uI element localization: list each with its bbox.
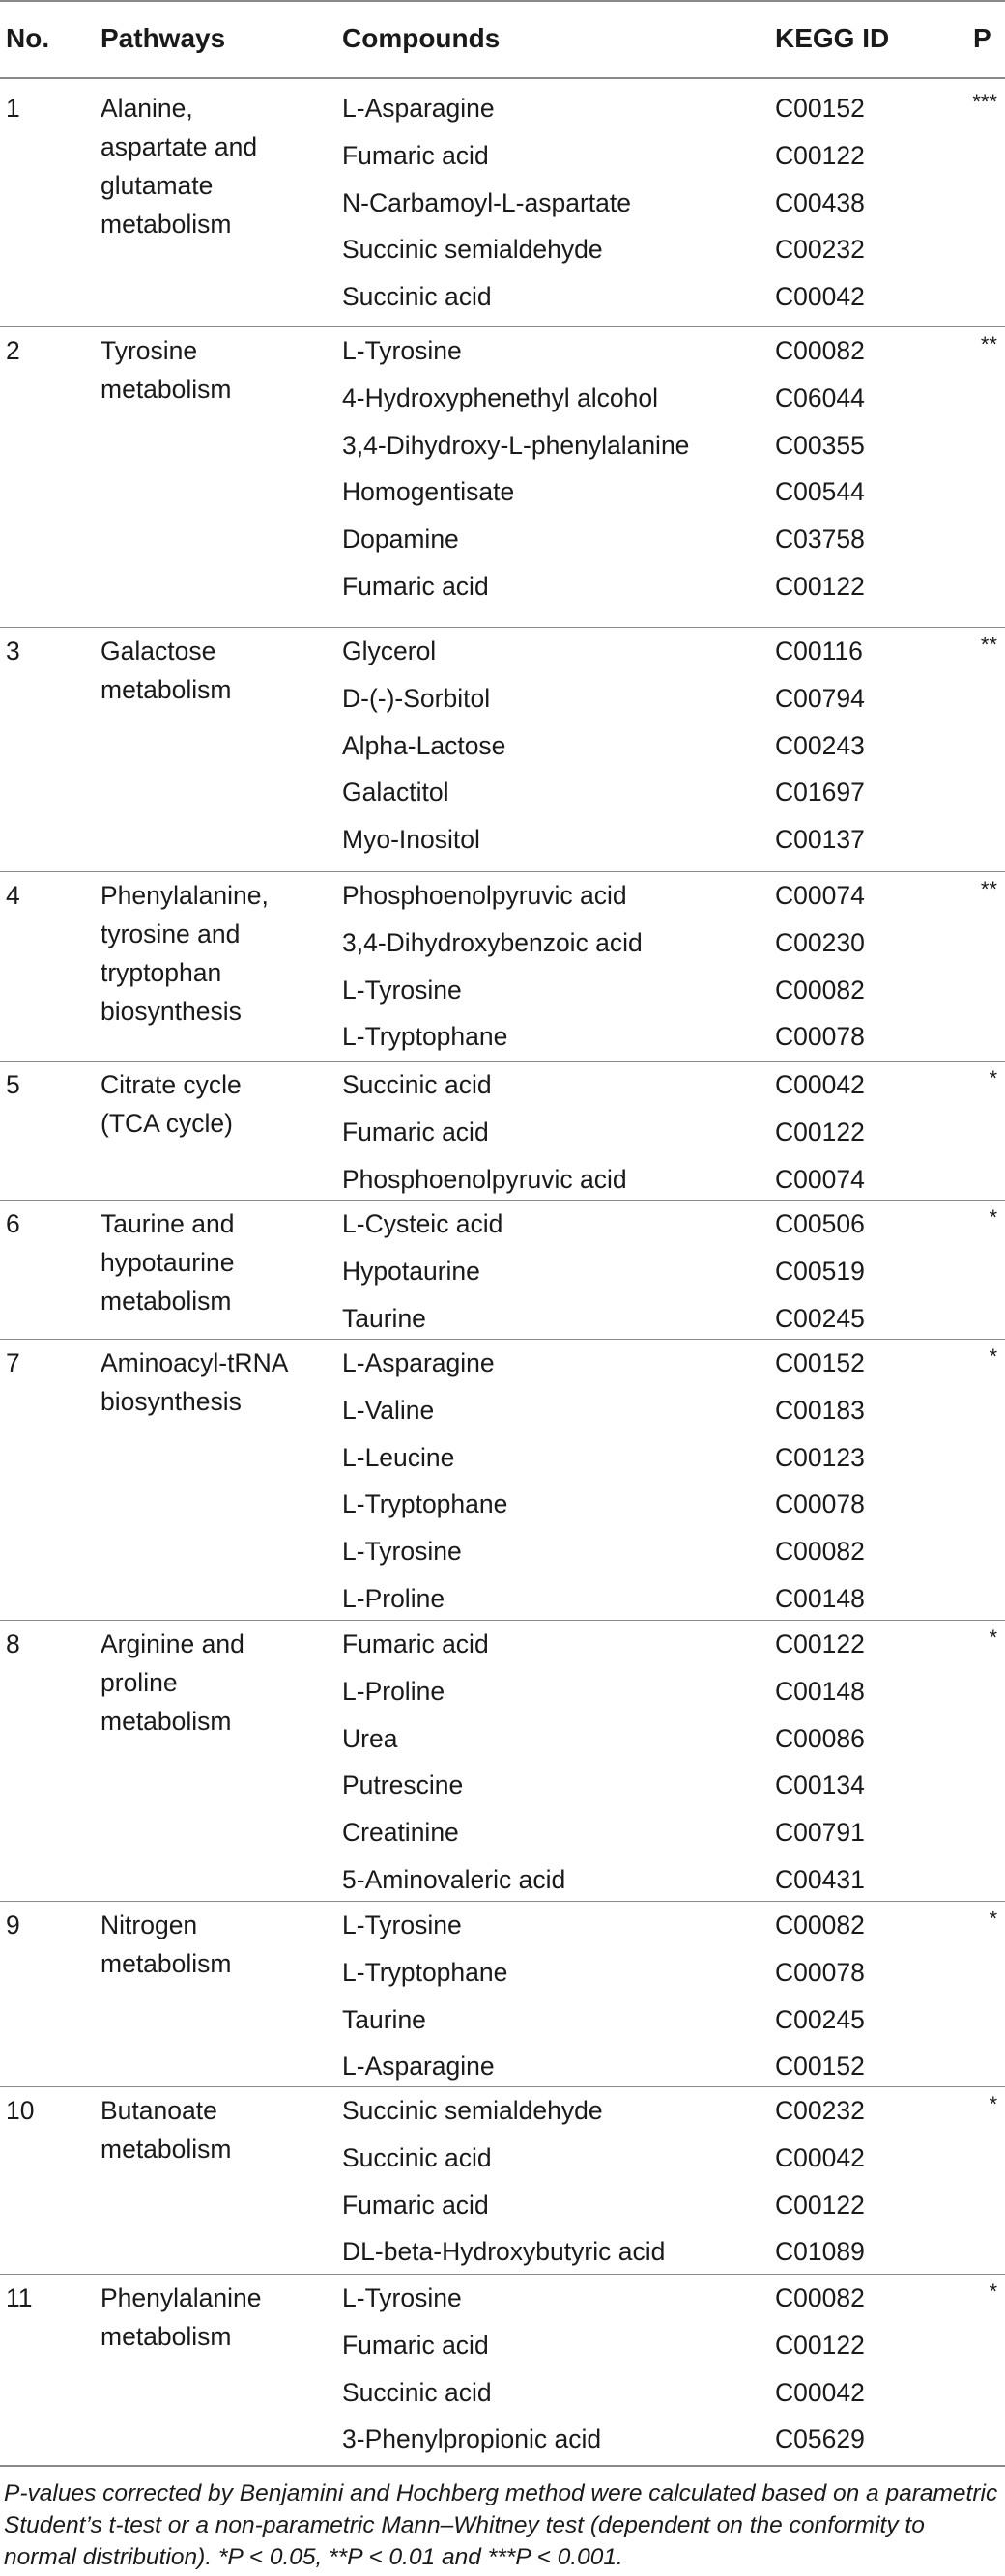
kegg-id: C00355: [775, 430, 865, 460]
kegg-id: C00232: [775, 2096, 865, 2125]
compound-name: L-Leucine: [342, 1442, 455, 1472]
kegg-id: C00794: [775, 683, 865, 713]
compound-name: L-Tryptophane: [342, 1489, 508, 1519]
kegg-id: C00438: [775, 187, 865, 217]
kegg-id: C00122: [775, 1629, 865, 1658]
row-number: 10: [6, 2096, 35, 2125]
pathway-name: Taurine and hypotaurine metabolism: [100, 1209, 235, 1316]
compound-name: Succinic acid: [342, 2377, 492, 2407]
compound-name: 3-Phenylpropionic acid: [342, 2424, 602, 2454]
compound-name: Hypotaurine: [342, 1256, 480, 1286]
group-divider: [0, 871, 1005, 872]
row-number: 2: [6, 336, 20, 365]
significance-stars: *: [989, 1907, 997, 1931]
group-divider: [0, 1061, 1005, 1062]
compound-name: Galactitol: [342, 778, 449, 807]
row-number: 7: [6, 1348, 20, 1377]
row-number: 5: [6, 1070, 20, 1099]
compound-name: Fumaric acid: [342, 1117, 489, 1146]
compound-name: 5-Aminovaleric acid: [342, 1865, 566, 1894]
kegg-id: C00232: [775, 235, 865, 265]
pathway-name: Butanoate metabolism: [100, 2096, 232, 2164]
compound-name: D-(-)-Sorbitol: [342, 683, 491, 713]
compound-name: Succinic semialdehyde: [342, 235, 603, 265]
top-rule: [0, 0, 1005, 2]
bottom-rule: [0, 2465, 1005, 2467]
compound-name: L-Tyrosine: [342, 2283, 462, 2312]
compound-name: L-Proline: [342, 1584, 445, 1613]
row-number: 6: [6, 1209, 20, 1238]
row-number: 8: [6, 1629, 20, 1658]
kegg-id: C00122: [775, 2330, 865, 2360]
compound-name: Succinic semialdehyde: [342, 2096, 603, 2125]
kegg-id: C00243: [775, 730, 865, 760]
compound-name: L-Tyrosine: [342, 975, 462, 1005]
significance-stars: *: [989, 1626, 997, 1650]
kegg-id: C00042: [775, 2142, 865, 2172]
kegg-id: C00148: [775, 1676, 865, 1706]
compound-name: Fumaric acid: [342, 2330, 489, 2360]
compound-name: Phosphoenolpyruvic acid: [342, 1164, 627, 1194]
compound-name: Fumaric acid: [342, 572, 489, 601]
compound-name: Alpha-Lactose: [342, 730, 506, 760]
row-number: 9: [6, 1911, 20, 1939]
significance-stars: *: [989, 1345, 997, 1369]
header-no: No.: [6, 23, 50, 53]
kegg-id: C00245: [775, 1303, 865, 1333]
compound-name: Creatinine: [342, 1818, 459, 1848]
compound-name: 3,4-Dihydroxy-L-phenylalanine: [342, 430, 690, 460]
header-kegg-id: KEGG ID: [775, 23, 890, 53]
kegg-id: C00074: [775, 881, 865, 910]
compound-name: Myo-Inositol: [342, 825, 480, 855]
kegg-id: C00183: [775, 1395, 865, 1425]
compound-name: DL-beta-Hydroxybutyric acid: [342, 2237, 666, 2267]
kegg-id: C00082: [775, 1911, 865, 1939]
compound-name: Fumaric acid: [342, 140, 489, 170]
kegg-id: C00123: [775, 1442, 865, 1472]
significance-stars: ***: [972, 90, 997, 114]
significance-stars: *: [989, 1066, 997, 1090]
compound-name: Urea: [342, 1723, 398, 1753]
significance-stars: *: [989, 1205, 997, 1230]
group-divider: [0, 1901, 1005, 1902]
kegg-id: C00431: [775, 1865, 865, 1894]
compound-name: L-Valine: [342, 1395, 435, 1425]
pathway-name: Phenylalanine, tyrosine and tryptophan biosynthesis: [100, 881, 269, 1026]
compound-name: L-Tyrosine: [342, 1911, 462, 1939]
kegg-id: C00506: [775, 1209, 865, 1238]
kegg-id: C00245: [775, 2004, 865, 2034]
compound-name: Fumaric acid: [342, 2190, 489, 2220]
pathway-name: Citrate cycle (TCA cycle): [100, 1070, 242, 1138]
kegg-id: C00122: [775, 2190, 865, 2220]
header-p: P: [973, 23, 991, 53]
compound-name: Succinic acid: [342, 1070, 492, 1099]
compound-name: L-Asparagine: [342, 94, 495, 123]
significance-stars: *: [989, 2279, 997, 2304]
compound-name: 4-Hydroxyphenethyl alcohol: [342, 382, 659, 412]
group-divider: [0, 326, 1005, 327]
kegg-id: C00074: [775, 1164, 865, 1194]
pathway-name: Galactose metabolism: [100, 637, 232, 704]
kegg-id: C00042: [775, 2377, 865, 2407]
kegg-id: C00116: [775, 637, 863, 665]
kegg-id: C00082: [775, 336, 865, 365]
kegg-id: C01089: [775, 2237, 865, 2267]
kegg-id: C00042: [775, 282, 865, 312]
significance-stars: **: [980, 633, 997, 657]
compound-name: L-Asparagine: [342, 1348, 495, 1377]
significance-stars: **: [980, 332, 997, 356]
kegg-id: C00122: [775, 572, 865, 601]
group-divider: [0, 627, 1005, 628]
kegg-id: C00152: [775, 2052, 865, 2081]
kegg-id: C00148: [775, 1584, 865, 1613]
kegg-id: C00137: [775, 825, 865, 855]
group-divider: [0, 2086, 1005, 2087]
kegg-id: C05629: [775, 2424, 865, 2454]
row-number: 4: [6, 881, 20, 910]
header-rule: [0, 77, 1005, 79]
kegg-id: C00122: [775, 1117, 865, 1146]
kegg-id: C00082: [775, 2283, 865, 2312]
group-divider: [0, 1200, 1005, 1201]
kegg-id: C00519: [775, 1256, 865, 1286]
pathway-name: Nitrogen metabolism: [100, 1911, 232, 1978]
kegg-id: C00042: [775, 1070, 865, 1099]
significance-stars: *: [989, 2092, 997, 2116]
kegg-id: C00078: [775, 1957, 865, 1987]
kegg-id: C00791: [775, 1818, 865, 1848]
compound-name: Glycerol: [342, 637, 437, 665]
group-divider: [0, 1620, 1005, 1621]
pathway-name: Alanine, aspartate and glutamate metabolism: [100, 94, 258, 239]
kegg-id: C00230: [775, 927, 865, 957]
compound-name: Phosphoenolpyruvic acid: [342, 881, 627, 910]
kegg-id: C00122: [775, 140, 865, 170]
compound-name: Homogentisate: [342, 477, 515, 507]
row-number: 1: [6, 94, 20, 123]
kegg-id: C03758: [775, 524, 865, 554]
kegg-id: C00134: [775, 1770, 865, 1800]
group-divider: [0, 1339, 1005, 1340]
compound-name: L-Tryptophane: [342, 1022, 508, 1052]
compound-name: L-Proline: [342, 1676, 445, 1706]
compound-name: Fumaric acid: [342, 1629, 489, 1658]
pathway-name: Arginine and proline metabolism: [100, 1629, 244, 1736]
compound-name: L-Tyrosine: [342, 1537, 462, 1567]
compound-name: Putrescine: [342, 1770, 464, 1800]
kegg-id: C00082: [775, 1537, 865, 1567]
compound-name: 3,4-Dihydroxybenzoic acid: [342, 927, 643, 957]
kegg-id: C00152: [775, 94, 865, 123]
row-number: 3: [6, 637, 20, 665]
pathway-name: Tyrosine metabolism: [100, 336, 232, 404]
kegg-id: C00082: [775, 975, 865, 1005]
kegg-id: C00152: [775, 1348, 865, 1377]
kegg-id: C01697: [775, 778, 865, 807]
compound-name: Succinic acid: [342, 2142, 492, 2172]
header-pathways: Pathways: [100, 23, 226, 53]
compound-name: L-Tyrosine: [342, 336, 462, 365]
kegg-id: C06044: [775, 382, 865, 412]
compound-name: Taurine: [342, 1303, 426, 1333]
compound-name: Succinic acid: [342, 282, 492, 312]
group-divider: [0, 2274, 1005, 2275]
row-number: 11: [6, 2283, 33, 2312]
compound-name: N-Carbamoyl-L-aspartate: [342, 187, 631, 217]
significance-stars: **: [980, 877, 997, 901]
compound-name: L-Tryptophane: [342, 1957, 508, 1987]
pathway-name: Phenylalanine metabolism: [100, 2283, 262, 2351]
kegg-id: C00544: [775, 477, 865, 507]
kegg-id: C00078: [775, 1022, 865, 1052]
compound-name: L-Cysteic acid: [342, 1209, 503, 1238]
compound-name: Dopamine: [342, 524, 459, 554]
pathway-name: Aminoacyl-tRNA biosynthesis: [100, 1348, 287, 1416]
compound-name: L-Asparagine: [342, 2052, 495, 2081]
table-footnote: P-values corrected by Benjamini and Hochberg method were calculated based on a parametric Student’s t-test or a non-parametric Mann–Whitney test (dependent on the conformity to normal distribution). *P < 0.05, **P < 0.01 and ***P < 0.001.: [4, 2480, 998, 2570]
header-compounds: Compounds: [342, 23, 501, 53]
kegg-id: C00078: [775, 1489, 865, 1519]
kegg-id: C00086: [775, 1723, 865, 1753]
compound-name: Taurine: [342, 2004, 426, 2034]
